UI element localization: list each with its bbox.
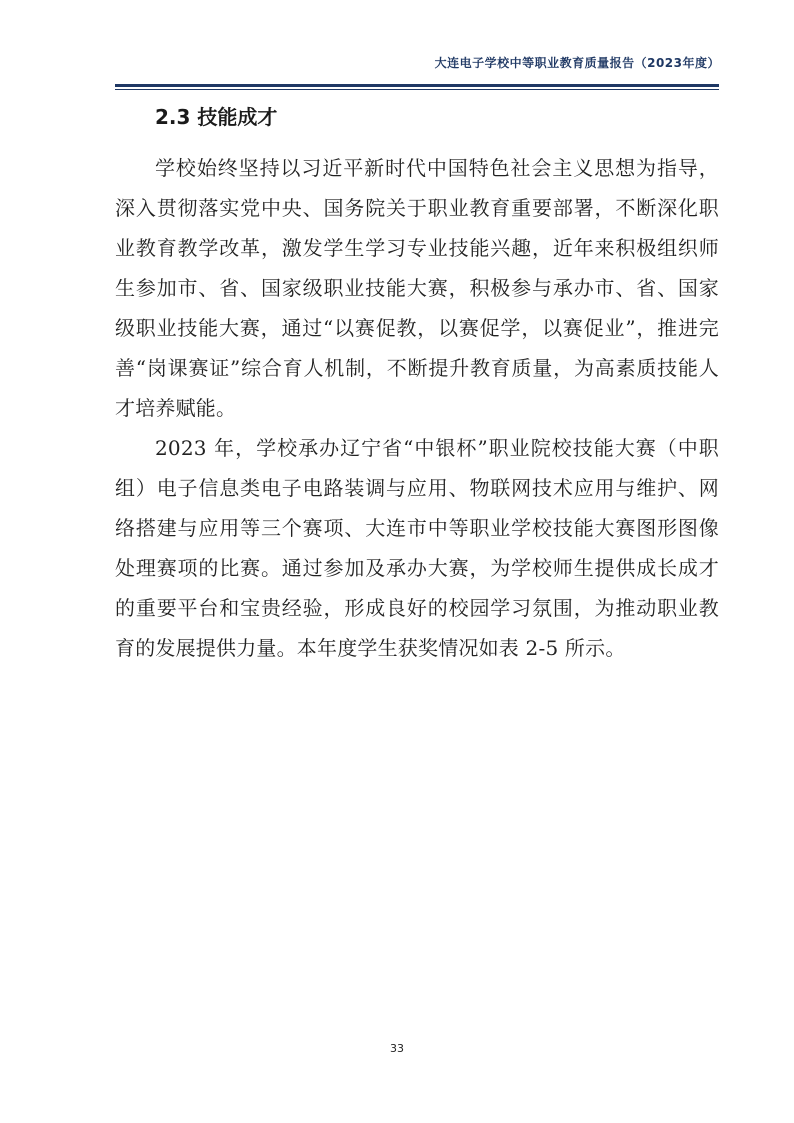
paragraph-competitions-2023: 2023 年，学校承办辽宁省“中银杯”职业院校技能大赛（中职组）电子信息类电子电路装调与应用、物联网技术应用与维护、网络搭建与应用等三个赛项、大连市中等职业学校技能大赛图形图像处理赛项的比赛。通过参加及承办大赛，为学校师生提供成长成才的重要平台和宝贵经验，形成良好的校园学习氛围，为推动职业教育的发展提供力量。本年度学生获奖情况如表 2-5 所示。 xyxy=(115,436,719,660)
header-divider-thick xyxy=(115,84,719,87)
header-divider-thin xyxy=(115,89,719,90)
section-heading: 2.3 技能成才 xyxy=(155,105,278,129)
report-header-title: 大连电子学校中等职业教育质量报告（2023年度） xyxy=(434,56,720,70)
paragraph-skills-policy: 学校始终坚持以习近平新时代中国特色社会主义思想为指导，深入贯彻落实党中央、国务院关于职业教育重要部署，不断深化职业教育教学改革，激发学生学习专业技能兴趣，近年来积极组织师生参加市、省、国家级职业技能大赛，积极参与承办市、省、国家级职业技能大赛，通过“以赛促教，以赛促学，以赛促业”，推进完善“岗课赛证”综合育人机制，不断提升教育质量，为高素质技能人才培养赋能。 xyxy=(115,156,719,420)
page-number: 33 xyxy=(390,1042,404,1055)
body-text xyxy=(115,148,719,668)
